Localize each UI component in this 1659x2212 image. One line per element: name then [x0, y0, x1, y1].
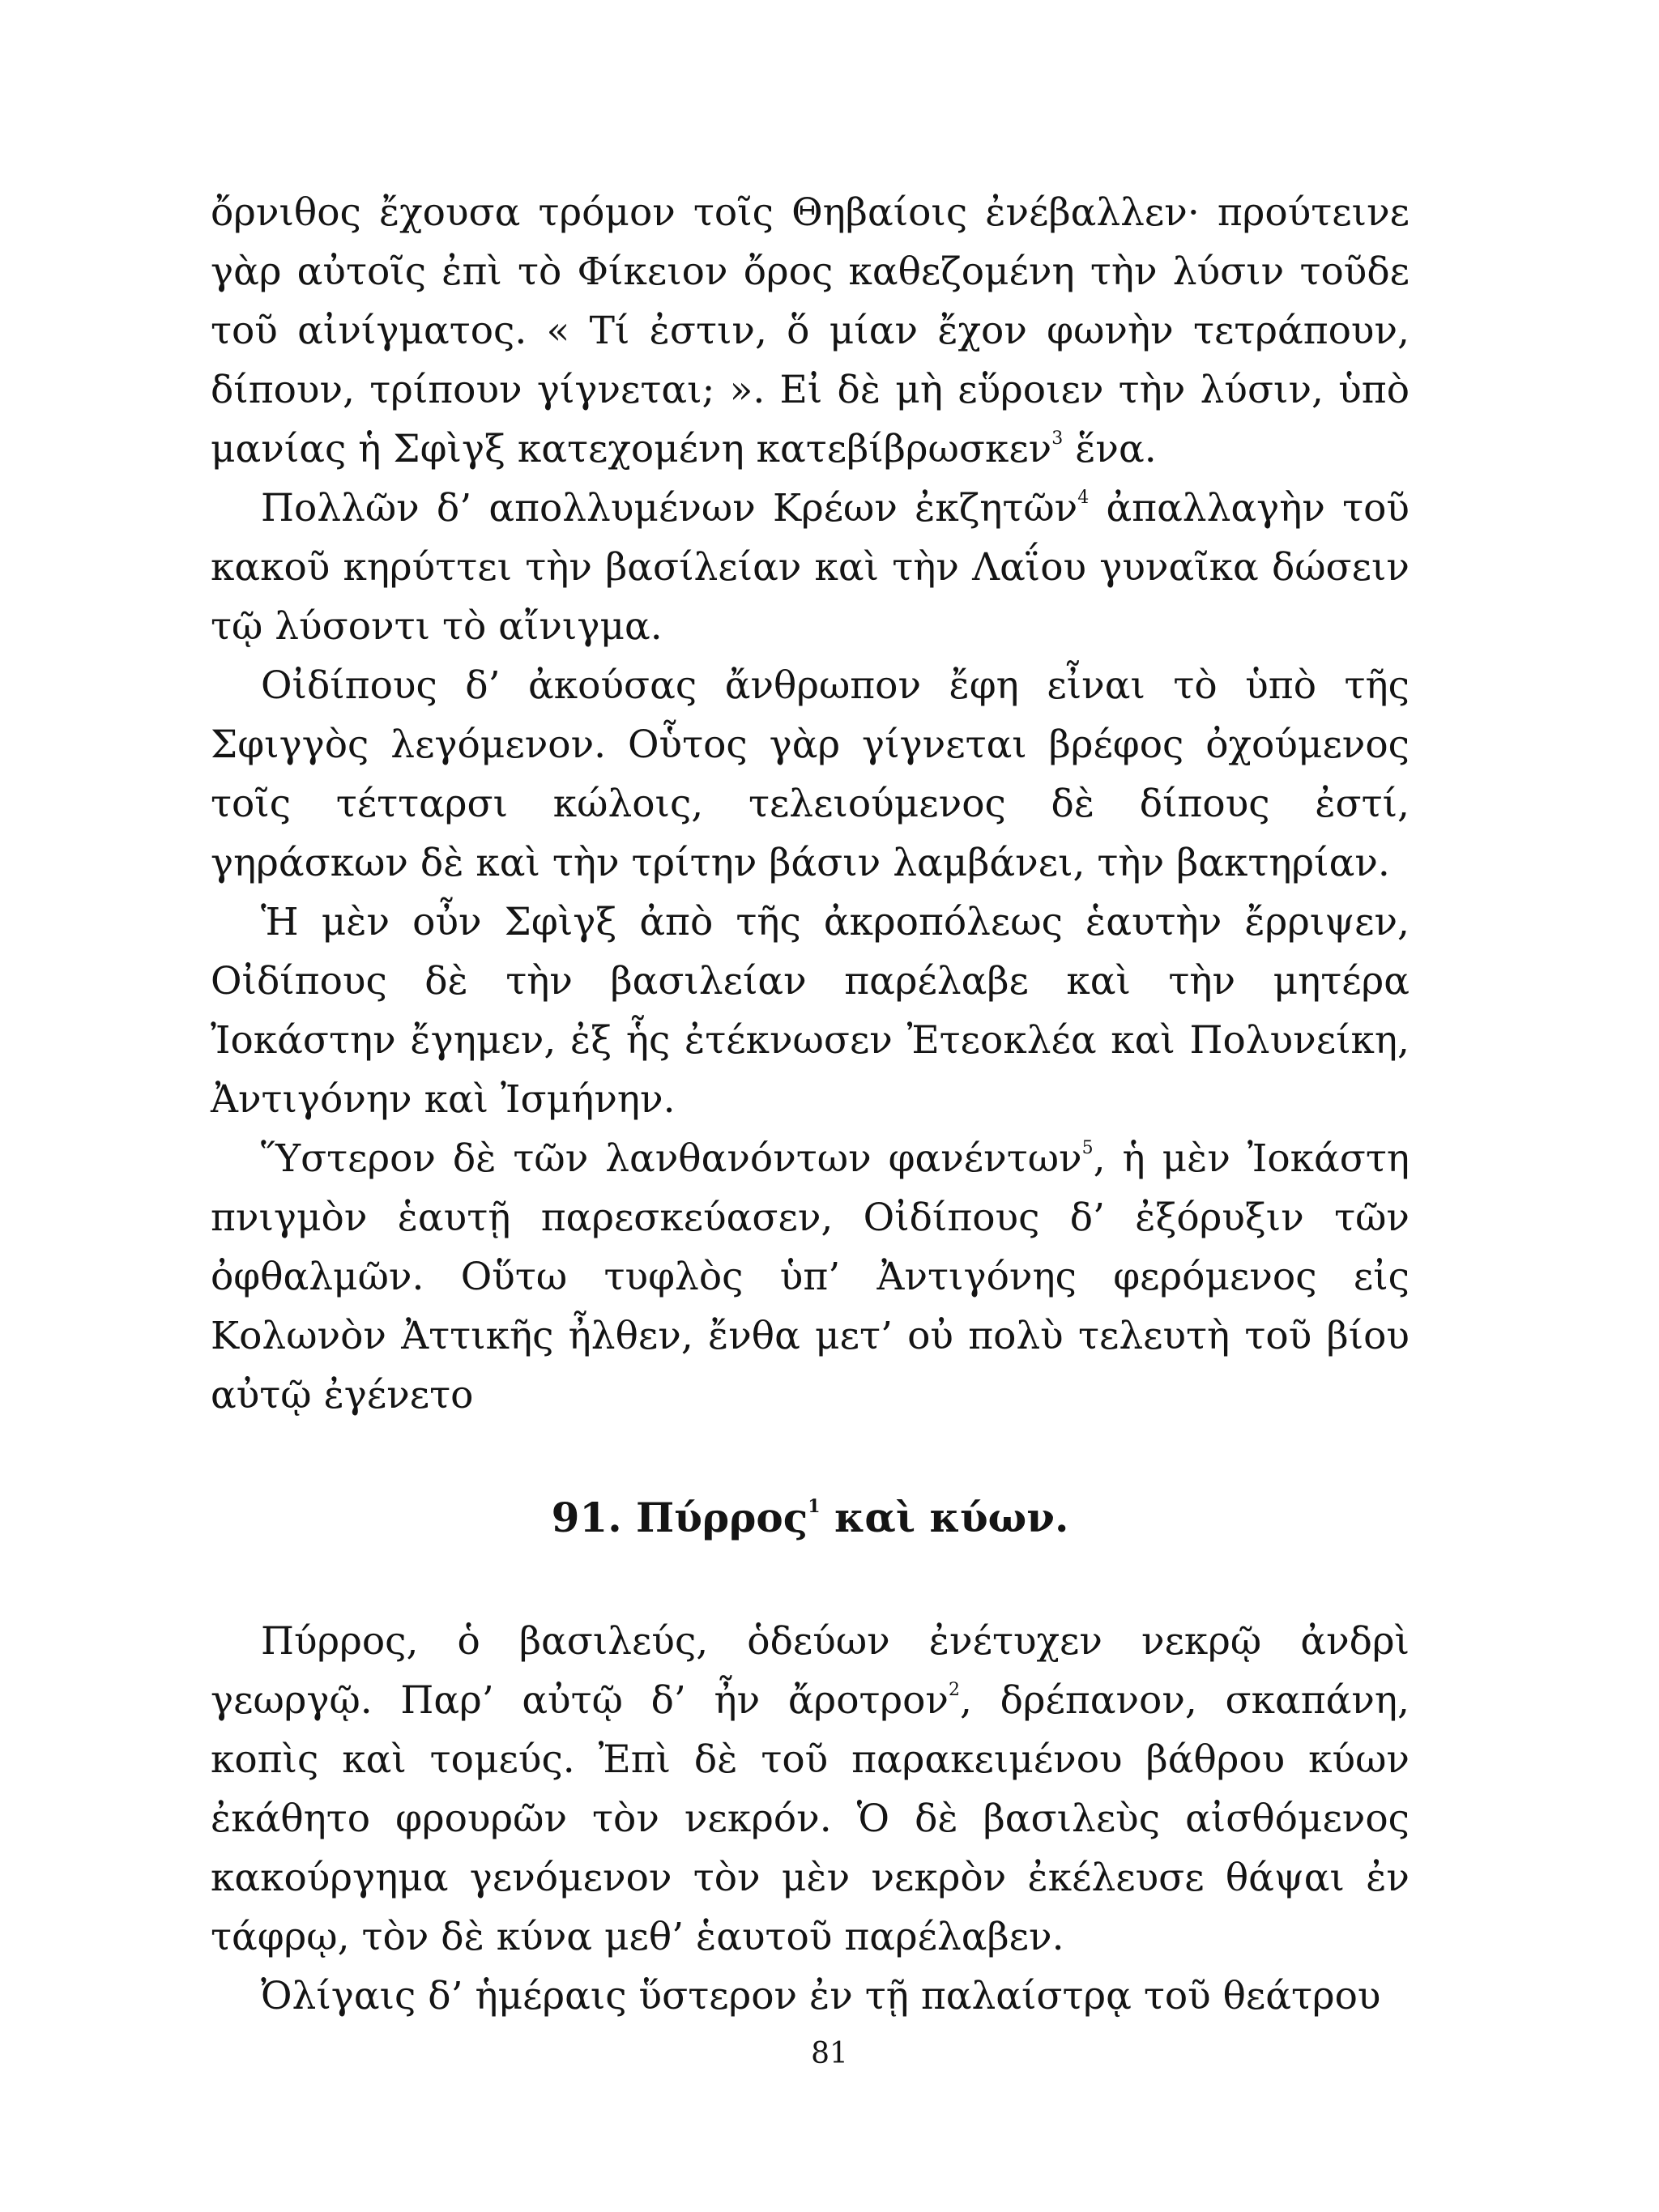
- paragraph-text: Ὕστερον δὲ τῶν λανθανόντων φανέντων: [261, 1136, 1082, 1181]
- paragraph-creon-proclamation: [211, 479, 1410, 656]
- page-body: [211, 183, 1410, 2026]
- paragraph-sphinx-riddle: [211, 183, 1410, 479]
- heading-text: 91. Πύρρος: [551, 1494, 808, 1541]
- paragraph-text: Πολλῶν δ’ απολλυμένων Κρέων ἐκζητῶν: [261, 486, 1078, 531]
- heading-text: καὶ κύων.: [820, 1494, 1069, 1541]
- footnote-marker: 5: [1081, 1138, 1094, 1158]
- paragraph-oedipus-answer: Οἰδίπους δ’ ἀκούσας ἄνθρωπον ἔφη εἶναι τὸ ὑπὸ τῆς Σφιγγὸς λεγόμενον. Οὗτος γὰρ γίγνεται βρέφος ὀχούμενος τοῖς τέτταρσι κώλοις, τελειούμενος δὲ δίπους ἐστί, γηράσκων δὲ καὶ τὴν τρίτην βάσιν λαμβάνει, τὴν βακτηρίαν.: [211, 663, 1410, 885]
- footnote-marker: 1: [808, 1496, 821, 1517]
- paragraph-palaestra: Ὀλίγαις δ’ ἡμέραις ὕστερον ἐν τῇ παλαίστρᾳ τοῦ θεάτρου: [261, 1974, 1381, 2018]
- paragraph-text: ἀπαλλαγὴν τοῦ κακοῦ κηρύττει τὴν βασίλείαν καὶ τὴν Λαΐου γυναῖκα δώσειν τῷ λύσοντι τὸ αἴνιγμα.: [211, 486, 1410, 649]
- paragraph-text: , ἡ μὲν Ἰοκάστη πνιγμὸν ἑαυτῇ παρεσκεύασεν, Οἰδίπους δ’ ἐξόρυξιν τῶν ὀφθαλμῶν. Οὕτω τυφλὸς ὑπ’ Ἀντιγόνης φερόμενος εἰς Κολωνὸν Ἀττικῆς ἦλθεν, ἔνθα μετ’ οὐ πολὺ τελευτὴ τοῦ βίου αὐτῷ ἐγένετο: [211, 1136, 1410, 1417]
- page-number: 81: [811, 2037, 848, 2070]
- footnote-marker: 3: [1051, 428, 1064, 449]
- paragraph-pyrrhus-dog: [211, 1612, 1410, 1967]
- section-heading: [211, 1488, 1410, 1547]
- footnote-marker: 2: [949, 1680, 960, 1700]
- paragraph-sphinx-death: Ἡ μὲν οὖν Σφὶγξ ἀπὸ τῆς ἀκροπόλεως ἑαυτὴν ἔρριψεν, Οἰδίπους δὲ τὴν βασιλείαν παρέλαβε καὶ τὴν μητέρα Ἰοκάστην ἔγημεν, ἐξ ἧς ἐτέκνωσεν Ἐτεοκλέα καὶ Πολυνείκη, Ἀντιγόνην καὶ Ἰσμήνην.: [211, 900, 1410, 1122]
- paragraph-text: , δρέπανον, σκαπάνη, κοπὶς καὶ τομεύς. Ἐπὶ δὲ τοῦ παρακειμένου βάθρου κύων ἐκάθητο φρουρῶν τὸν νεκρόν. Ὁ δὲ βασιλεὺς αἰσθόμενος κακούργημα γενόμενον τὸν μὲν νεκρὸν ἐκέλευσε θάψαι ἐν τάφρῳ, τὸν δὲ κύνα μεθ’ ἑαυτοῦ παρέλαβεν.: [211, 1678, 1410, 1959]
- footnote-marker: 4: [1077, 488, 1090, 508]
- paragraph-oedipus-fate: [211, 1129, 1410, 1425]
- paragraph-text: ὄρνιθος ἔχουσα τρόμον τοῖς Θηβαίοις ἐνέβαλλεν· προύτεινε γὰρ αὐτοῖς ἐπὶ τὸ Φίκειον ὄρος καθεζομένη τὴν λύσιν τοῦδε τοῦ αἰνίγματος. « Τί ἐστιν, ὅ μίαν ἔχον φωνὴν τετράπουν, δίπουν, τρίπουν γίγνεται; ». Εἰ δὲ μὴ εὕροιεν τὴν λύσιν, ὑπὸ μανίας ἡ Σφὶγξ κατεχομένη κατεβίβρωσκεν: [211, 190, 1410, 471]
- paragraph-text: Πύρρος, ὁ βασιλεύς, ὁδεύων ἐνέτυχεν νεκρῷ ἀνδρὶ γεωργῷ. Παρ’ αὐτῷ δ’ ἦν ἄροτρον: [211, 1619, 1410, 1723]
- paragraph-text: ἕνα.: [1063, 427, 1157, 471]
